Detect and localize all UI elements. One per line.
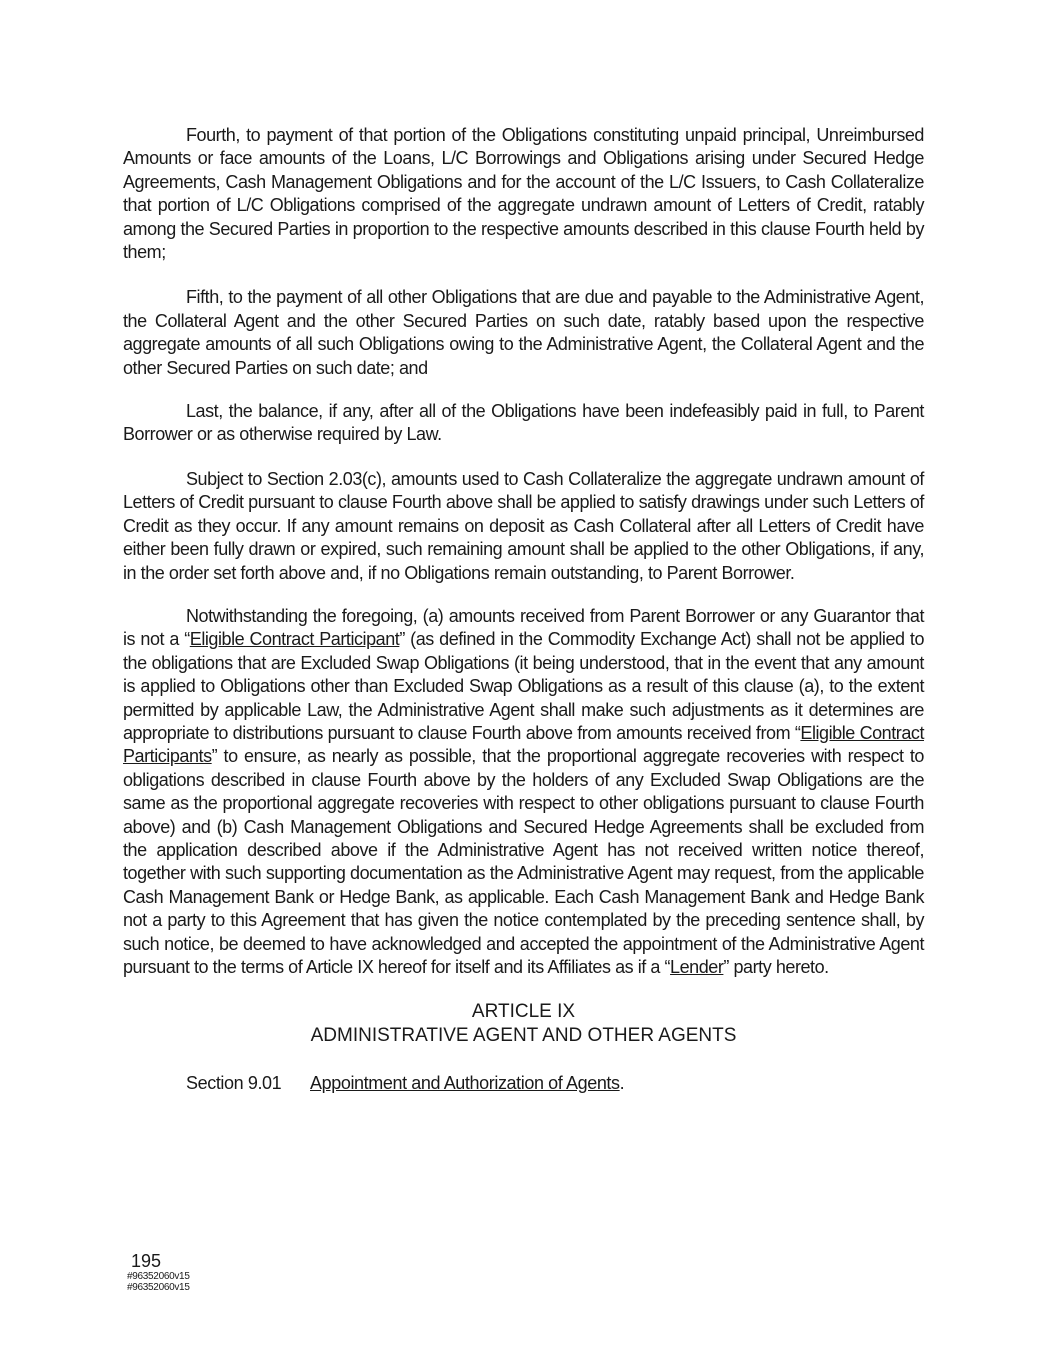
paragraph-text: ” party hereto.	[723, 957, 829, 977]
page-number: 195	[131, 1251, 162, 1271]
paragraph-last: Last, the balance, if any, after all of the Obligations have been indefeasibly paid in full, to Parent Borrower or as otherwise required by Law.	[123, 401, 924, 445]
document-id: #96352060v15	[127, 1271, 190, 1282]
paragraph-text: ” to ensure, as nearly as possible, that the proportional aggregate recoveries with respect to obligations described in clause Fourth above by the holders of any Excluded Swap Obligations are the same as the proportional aggregate recoveries with respect to other obligations pursuant to clause Fourth above) and (b) Cash Management Obligations and Secured Hedge Agreements shall be excluded from the application described above if the Administrative Agent has not received written notice thereof, together with such supporting documentation as the Administrative Agent may request, from the applicable Cash Management Bank or Hedge Bank, as applicable. Each Cash Management Bank and Hedge Bank not a party to this Agreement that has given the notice contemplated by the preceding sentence shall, by such notice, be deemed to have acknowledged and accepted the appointment of the Administrative Agent pursuant to the terms of Article IX hereof for itself and its Affiliates as if a “	[123, 746, 924, 977]
paragraph-subject: Subject to Section 2.03(c), amounts used to Cash Collateralize the aggregate undrawn amount of Letters of Credit pursuant to clause Fourth above shall be applied to satisfy drawings under such Letters of Credit as they occur. If any amount remains on deposit as Cash Collateral after all Letters of Credit have either been fully drawn or expired, such remaining amount shall be applied to the other Obligations, if any, in the order set forth above and, if no Obligations remain outstanding, to Parent Borrower.	[123, 468, 924, 583]
paragraph-fifth: Fifth, to the payment of all other Obligations that are due and payable to the Administrative Agent, the Collateral Agent and the other Secured Parties on such date, ratably based upon the respective aggregate amounts of all such Obligations owing to the Administrative Agent, the Collateral Agent and the other Secured Parties on such date; and	[123, 287, 924, 378]
section-title-end: .	[619, 1073, 625, 1094]
paragraph-text: Notwithstanding the foregoing, (a) amounts received from Parent Borrower or any Guarantor that is not a “	[123, 605, 924, 650]
document-body	[123, 124, 924, 1096]
document-id: #96352060v15	[127, 1282, 190, 1293]
paragraph-notwithstanding	[123, 605, 924, 980]
paragraph-fourth: Fourth, to payment of that portion of the Obligations constituting unpaid principal, Unreimbursed Amounts or face amounts of the Loans, L/C Borrowings and Obligations arising under Secured Hedge Agreements, Cash Management Obligations and for the account of the L/C Issuers, to Cash Collateralize that portion of L/C Obligations comprised of the aggregate undrawn amount of Letters of Credit, ratably among the Secured Parties in proportion to the respective amounts described in this clause Fourth held by them;	[123, 125, 924, 263]
defined-term-eligible-contract-participant: Eligible Contract Participant	[189, 629, 400, 650]
section-heading	[123, 1072, 924, 1095]
defined-term-lender: Lender	[670, 957, 724, 977]
article-title: ADMINISTRATIVE AGENT AND OTHER AGENTS	[310, 1025, 737, 1047]
page-footer	[127, 1251, 190, 1293]
article-number: ARTICLE IX	[471, 1001, 576, 1023]
paragraph-text: ” (as defined in the Commodity Exchange Act) shall not be applied to the obligations that are Excluded Swap Obligations (it being understood, that in the event that any amount is applied to Obligations other than Excluded Swap Obligations as a result of this clause (a), to the extent permitted by applicable Law, the Administrative Agent shall make such adjustments as it determines are appropriate to distributions pursuant to clause Fourth above from amounts received from “	[123, 629, 925, 743]
section-title: Appointment and Authorization of Agents	[310, 1073, 620, 1094]
section-number: Section 9.01	[186, 1073, 282, 1094]
defined-term-eligible-contract-participants: Eligible Contract Participants	[123, 722, 924, 767]
